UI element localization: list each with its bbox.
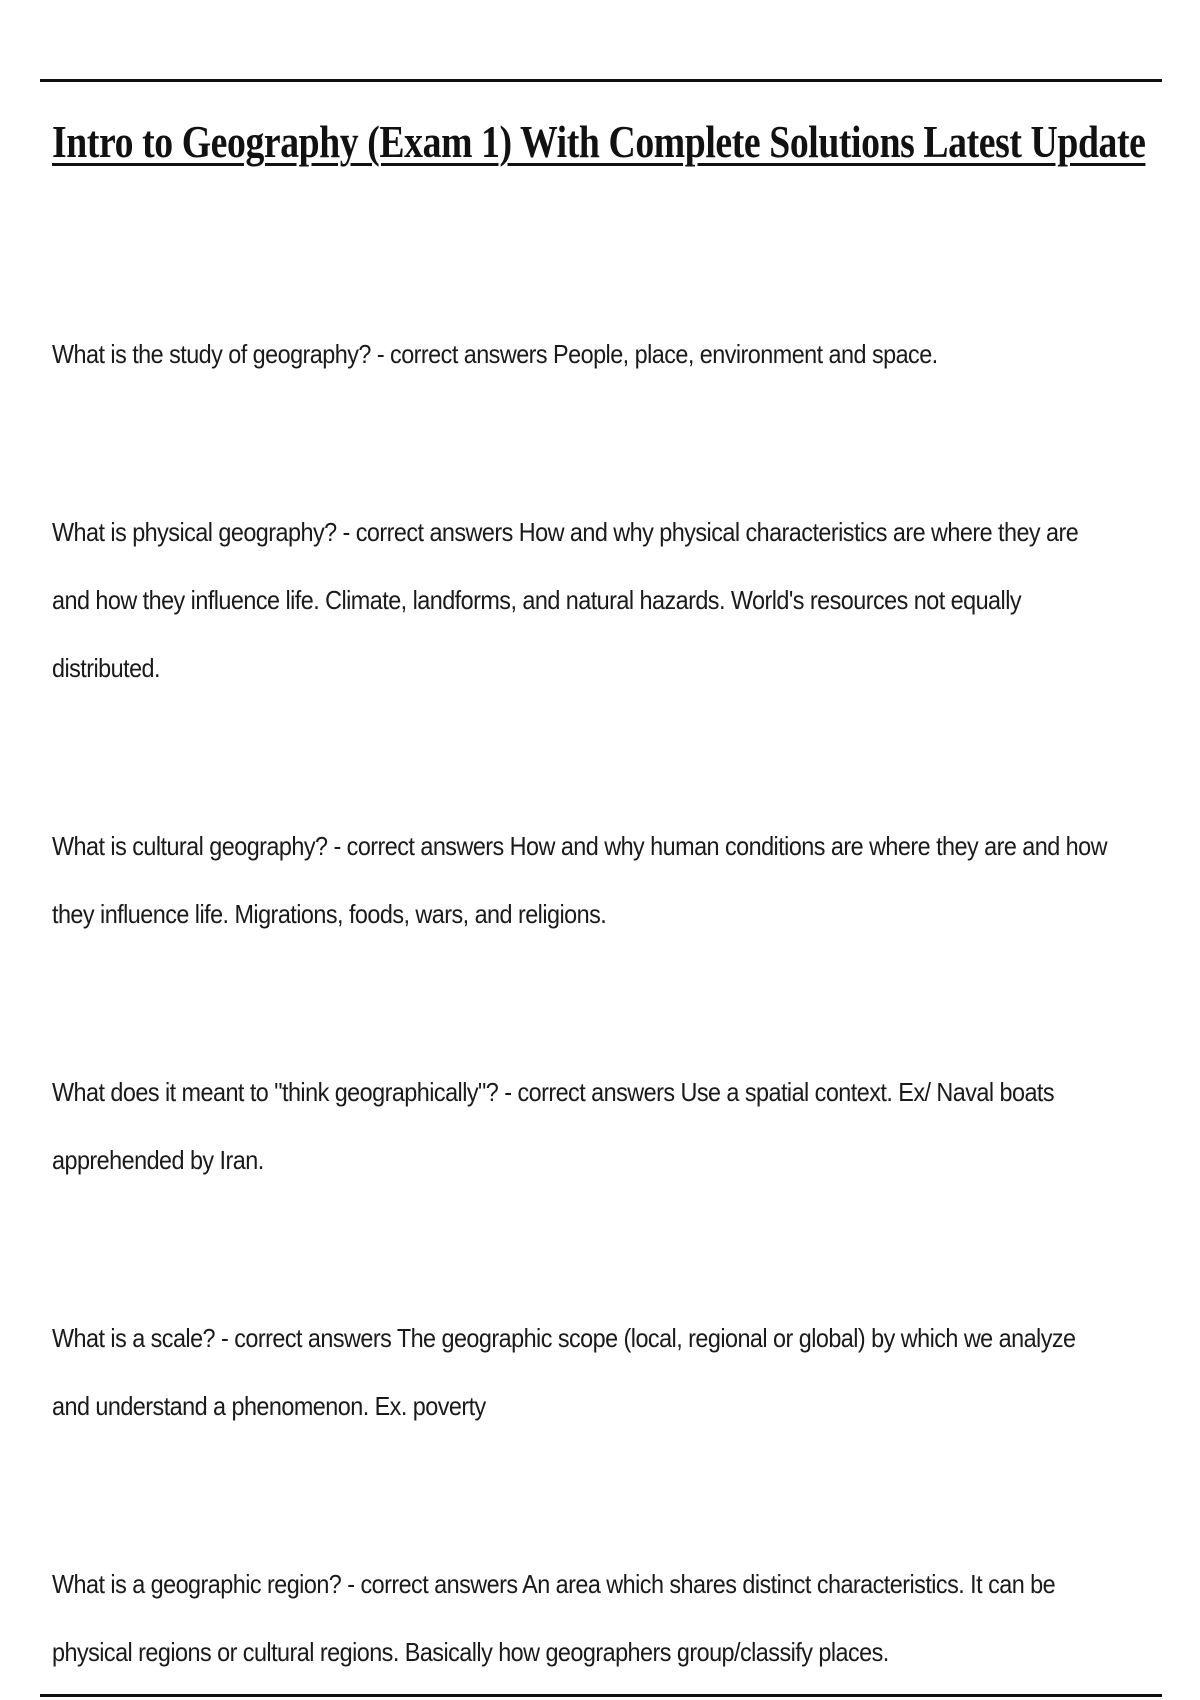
answer-separator: - correct answers [215, 1323, 397, 1353]
answer-separator: - correct answers [498, 1077, 681, 1107]
question-text: What is a geographic region? [52, 1569, 342, 1599]
question-text: What is physical geography? [52, 517, 337, 547]
bottom-divider [40, 1694, 1162, 1697]
qa-item [52, 498, 1114, 702]
qa-item [52, 320, 1114, 388]
qa-item [52, 1550, 1114, 1686]
answer-separator: - correct answers [341, 1569, 523, 1599]
answer-text: How and why physical characteristics are where they are and how they influence life. Climate, landforms, and natural hazards. World's resources not equally distributed. [52, 517, 1079, 683]
answer-text: Use a spatial context. Ex/ Naval boats apprehended by Iran. [52, 1077, 1055, 1175]
qa-item [52, 812, 1114, 948]
answer-text: An area which shares distinct characteristics. It can be physical regions or cultural regions. Basically how geographers group/classify places. [52, 1569, 1056, 1667]
answer-text: How and why human conditions are where they are and how they influence life. Migrations, foods, wars, and religions. [52, 831, 1107, 929]
question-text: What is the study of geography? [52, 339, 371, 369]
answer-text: The geographic scope (local, regional or global) by which we analyze and understand a phenomenon. Ex. poverty [52, 1323, 1076, 1421]
qa-list [52, 320, 1112, 1686]
qa-item [52, 1058, 1114, 1194]
answer-text: People, place, environment and space. [553, 339, 938, 369]
answer-separator: - correct answers [327, 831, 510, 861]
question-text: What is cultural geography? [52, 831, 328, 861]
top-divider [40, 79, 1162, 82]
answer-separator: - correct answers [336, 517, 519, 547]
qa-item [52, 1304, 1114, 1440]
answer-separator: - correct answers [370, 339, 554, 369]
question-text: What does it meant to "think geographically"? [52, 1077, 499, 1107]
question-text: What is a scale? [52, 1323, 216, 1353]
page-title: Intro to Geography (Exam 1) With Complete Solutions Latest Update [52, 116, 1146, 167]
